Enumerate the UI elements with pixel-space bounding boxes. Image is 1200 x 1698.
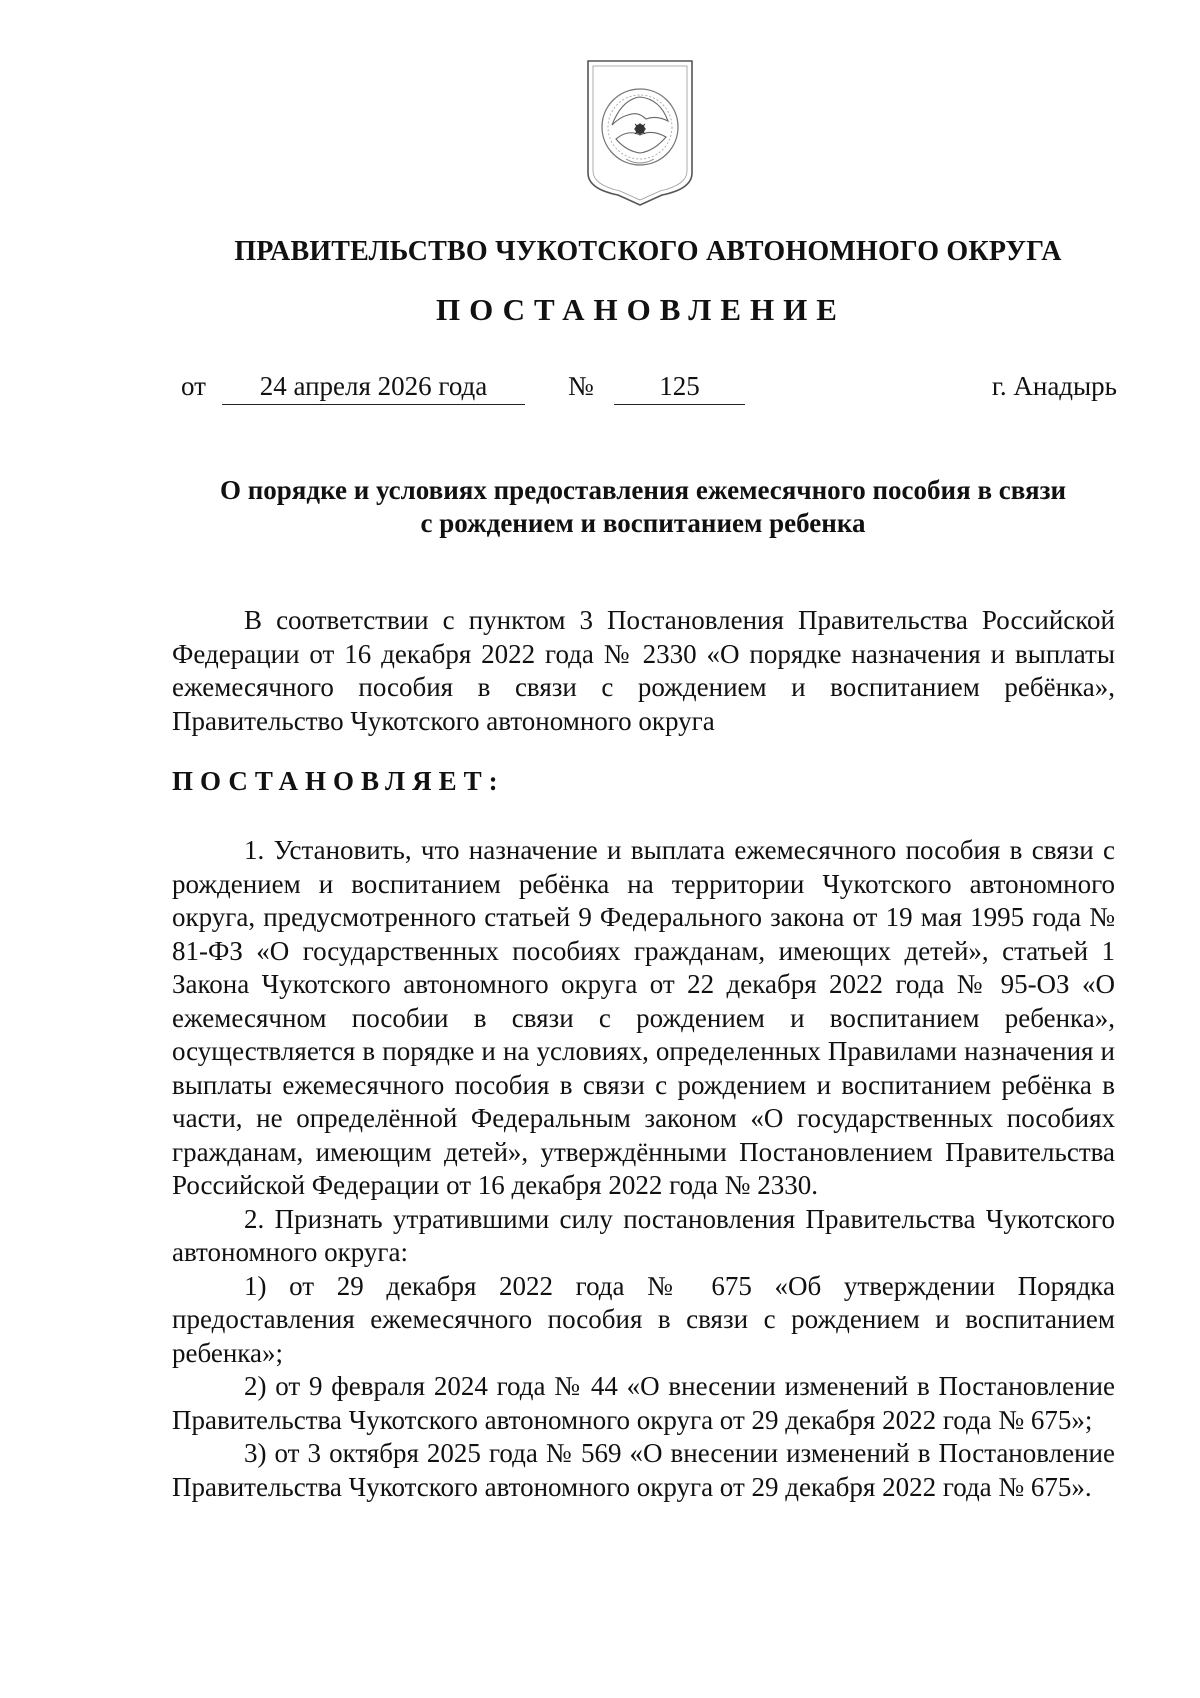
preamble-paragraph: В соответствии с пунктом 3 Постановления Правительства Российской Федерации от 16 декабря 2022 года № 2330 «О порядке назначения и выплаты ежемесячного пособия в связи с рождением и воспитанием ребёнка», Правительство Чукотского автономного округа [172,605,1115,736]
resolution-items [172,834,1115,1504]
item-2-sub-3: 3) от 3 октября 2025 года № 569 «О внесении изменений в Постановление Правительства Чукотского автономного округа от 29 декабря 2022 года № 675». [172,1438,1115,1502]
item-2-sub-1: 1) от 29 декабря 2022 года № 675 «Об утверждении Порядка предоставления ежемесячного пособия в связи с рождением и воспитанием ребенка»; [172,1270,1115,1368]
coat-of-arms-icon [582,55,698,207]
date-prefix: от [181,371,206,401]
item-2-sub-2: 2) от 9 февраля 2024 года № 44 «О внесении изменений в Постановление Правительства Чукотского автономного округа от 29 декабря 2022 года № 675»; [172,1371,1115,1435]
document-date: 24 апреля 2026 года [222,371,525,405]
subject-line-1: О порядке и условиях предоставления ежемесячного пособия в связи [219,475,1067,505]
number-sign: № [568,371,594,401]
resolves-heading: ПОСТАНОВЛЯЕТ: [172,766,505,796]
document-type-heading: ПОСТАНОВЛЕНИЕ [436,292,846,327]
item-2: 2. Признать утратившими силу постановления Правительства Чукотского автономного округа: [172,1203,1115,1267]
document-number: 125 [614,371,745,405]
document-subject [170,474,1116,540]
government-title: ПРАВИТЕЛЬСТВО ЧУКОТСКОГО АВТОНОМНОГО ОКРУГА [234,236,1062,267]
issue-city: г. Анадырь [991,371,1117,401]
subject-line-2: с рождением и воспитанием ребенка [420,508,866,538]
item-1: 1. Установить, что назначение и выплата ежемесячного пособия в связи с рождением и воспитанием ребёнка на территории Чукотского автономного округа, предусмотренного статьей 9 Федерального закона от 19 мая 1995 года № 81-ФЗ «О государственных пособиях гражданам, имеющих детей», статьей 1 Закона Чукотского автономного округа от 22 декабря 2022 года № 95-ОЗ «О ежемесячном пособии в связи с рождением и воспитанием ребенка», осуществляется в порядке и на условиях, определенных Правилами назначения и выплаты ежемесячного пособия в связи с рождением и воспитанием ребёнка в части, не определённой Федеральным законом «О государственных пособиях гражданам, имеющим детей», утверждёнными Постановлением Правительства Российской Федерации от 16 декабря 2022 года № 2330. [172,835,1115,1200]
